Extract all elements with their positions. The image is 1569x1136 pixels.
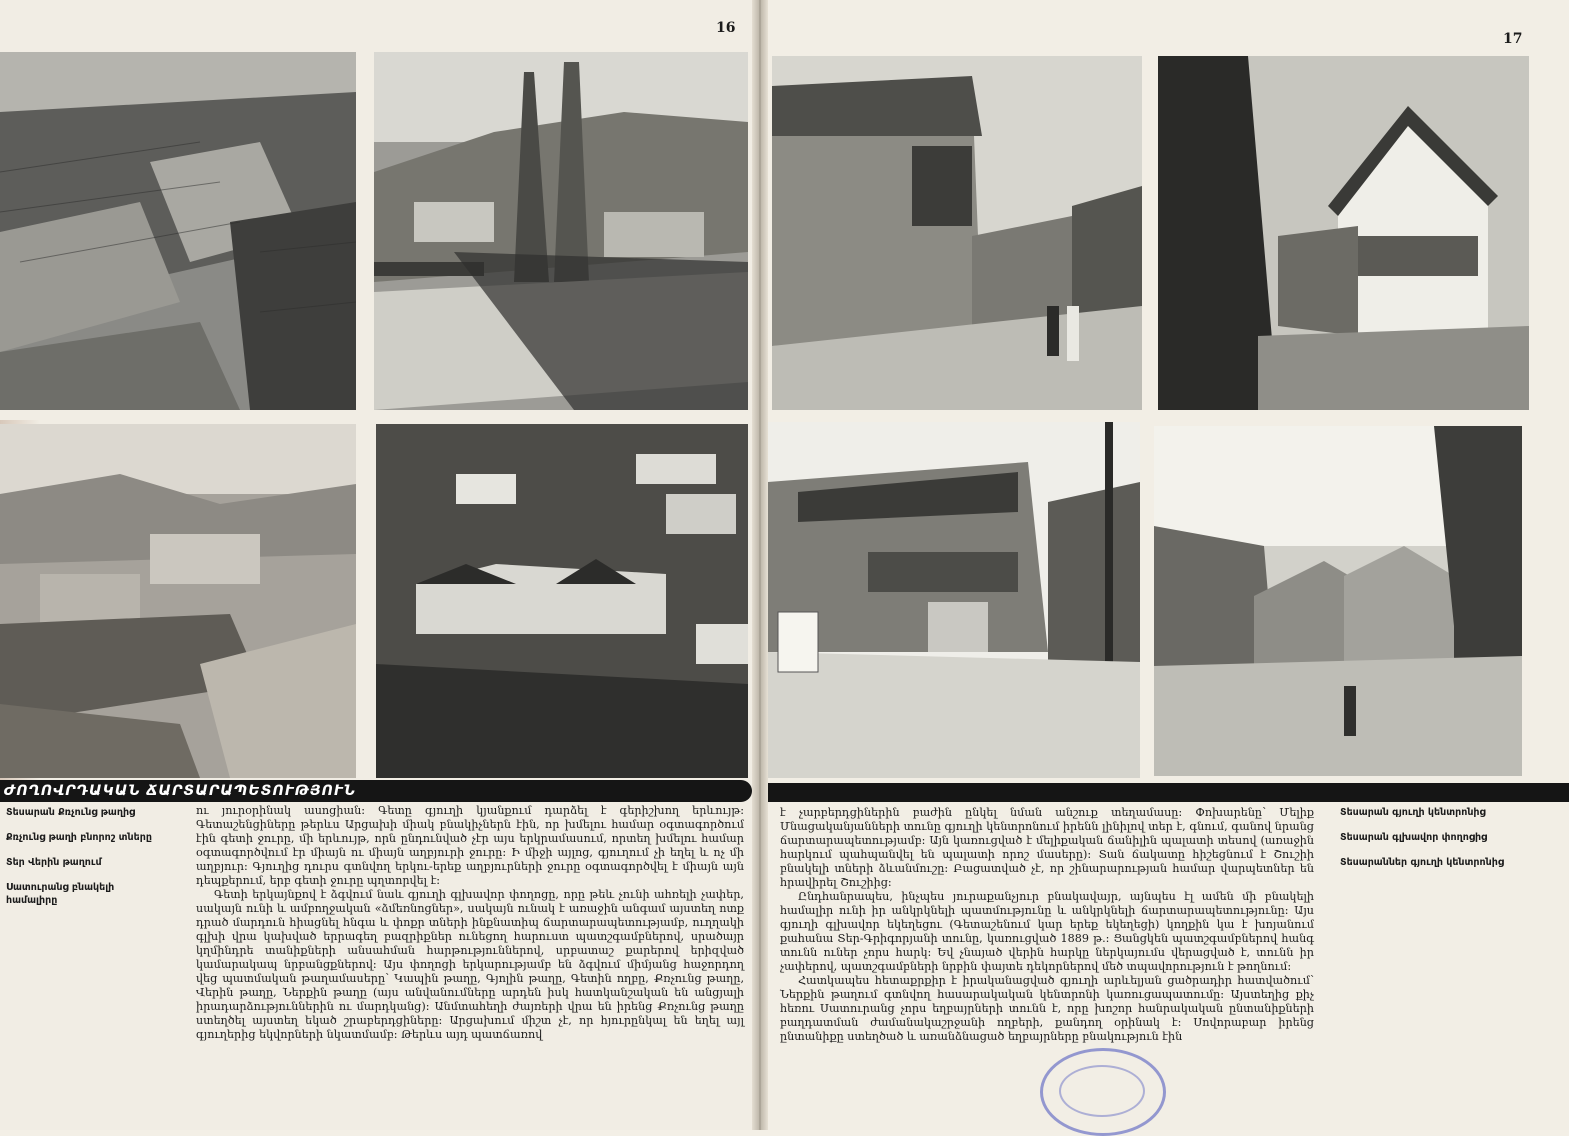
library-stamp-inner	[1059, 1065, 1145, 1117]
right-paragraph-2: Ընդհանրապես, ինչպես յուրաքանչյուր բնակավայր, այնպես էլ ամեն մի բնակելի համալիր ունի իր անկրկնելի պատմությունը և անկրկնելի ճարտարապետությունը։ Այս գյուղի գլխավոր եկեղեցու (Գետաշենում կար երեք եկեղեցի) կողքին կա է խոյանում քահանա Տեր-Գրիգորյանի տունը, կառուցված 1889 թ.։ Ցանցկեն պատշգամբներով հանգ տունն ուներ չորս հարկ։ Եվ չնայած վերին հարկը ներկայումս վերացված է, տունն իր չափերով, պատշգամբների նրբին փայտե դեկորներով մեծ տպավորություն է թողնում։	[780, 890, 1314, 973]
page-gutter	[752, 0, 768, 1130]
section-banner	[0, 780, 752, 802]
right-paragraph-1: է չարբերդցիներին բաժին ընկել նման անշուք տեղամասը։ Փոխարենը՝ Մելիք Մնացականյանների տունը գյուղի կենտրոնում իրենն լինիլով տեր է, գնում, գանով նրանց ճարտարապետությամբ։ Այն կառուցված է մելիքական ճանիլին պալատի տեսով (առաջին հարկում պահպանվել են պալատի որոշ մասերը)։ Տան ճակատը հիշեցնում է Շուշիի բնակելի տների ձևանմուշը։ Բացատված չէ, որ շինարարության համար վարպետներ են հրավիրել Շուշիից։	[780, 806, 1314, 889]
caption-7: Տեսարաններ գյուղի կենտրոնից	[1340, 857, 1504, 868]
photo-street-people	[1154, 426, 1522, 776]
caption-4: Սատուրանց բնակելի համալիրը	[6, 882, 115, 906]
photo-village-square	[768, 422, 1140, 778]
photo-hillside-village	[0, 424, 356, 778]
photo-river-village	[374, 52, 748, 410]
photo-wooden-balconies	[1158, 56, 1529, 410]
caption-2: Քռչունց թաղի բնորոշ տները	[6, 832, 152, 843]
caption-3: Տեր Վերին թաղում	[6, 857, 102, 868]
right-body-text	[780, 806, 1314, 1044]
photo-village-trees	[376, 424, 748, 778]
caption-1: Տեսարան Քռչունց թաղից	[6, 807, 136, 818]
photo-rooftops-view	[0, 52, 356, 410]
section-title: ԺՈՂՈՎՐԴԱԿԱՆ ՃԱՐՏԱՐԱՊԵՏՈՒԹՅՈՒՆ	[4, 783, 357, 799]
right-paragraph-3: Հատկապես հետաքրքիր է իրականացված գյուղի արևելյան ցածրադիր հատվածում՝ Ներքին թաղում գտնվող հասարակական կենտրոնի կառուցապատումը։ Այստեղից քիչ հեռու Սատուրանց չորս եղբայրների տունն է, որը խոշոր հանրակական ընտանիքների բաղդատման ժամանակաշրջանի ողբերի, քանդող օրինակ է։ Սովորաբար իրենց ընտանիքը ստեղծած և առանձնացած եղբայրները բնակություն էին	[780, 974, 1314, 1043]
caption-5: Տեսարան գյուղի կենտրոնից	[1340, 807, 1486, 818]
right-captions	[1340, 806, 1520, 881]
caption-6: Տեսարան գլխավոր փողոցից	[1340, 832, 1488, 843]
page-number-left: 16	[716, 20, 736, 36]
library-stamp	[1040, 1048, 1166, 1136]
section-banner-right	[768, 783, 1569, 802]
left-body-text	[196, 804, 744, 1042]
photo-stone-house-street	[772, 56, 1142, 410]
left-paragraph-1: ու յուրօրինակ ասոցիան։ Գետը գյուղի կյանքում դարձել է գերիշխող երևույթ։ Գետաշենցիները թերևս Արցախի միակ բնակիչներն էին, որ խմելու համար օգտագործում էին գետի ջուրը, մի երևույթ, որն ընդունված չէր այս երկրամասում, որտեղ խմելու համար օգտագործվում էր միայն ու միայն աղբյուրի ջուրը։ Ի միջի այլոց, գյուղում չի եղել և ոչ մի աղբյուր։ Գյուղից դուրս գտնվող երկու-երեք աղբյուրների ջուրը օգտագործվել է միայն այն դեպքերում, երբ գետի ջուրը պղտորվել է։	[196, 804, 744, 887]
left-paragraph-2: Գետի երկայնքով է ձգվում նաև գյուղի գլխավոր փողոցը, որը թեև չունի ահռելի չափեր, սակայն ունի և ամբողջական «ձմեռնոցներ», սակայն ունակ է առաջին անգամ այստեղ ոտք դրած մարդուն հիացնել հնգա և փոքր տների ինքնատիպ ճարտարապետությամբ, ուղղակի գլխի վրա կախված երրագեղ բազրիքներ ունեցող հարուստ պատշգամբներով, սրածայր կղմինդրե տանիքների անսահման հարթություններով, սրբատաշ քարերով երիզված կամարակապ նրբանցքներով։ Այս փողոցի երկարությամբ են ձգվում միմյանց հաջորդող վեց պատմական թաղամասերը՝ Կապին թաղը, Գյոլին թաղը, Գետին ողբը, Քռչունց թաղը, Վերին թաղը, Ներքին թաղը (այս անվանումները արդեն իսկ հատկանշական են անցյալի իրադարձություններին ու մարդկանց)։ Անմտահեղի ժայռերի վրա են իրենց Քռչունց թաղը ստեղծել այստեղ եկած շրաբերդցիները։ Արցախում միշտ չէ, որ հյուրընկալ են եղել այլ գյուղերից եկվորների նկատմամբ։ Թերևս այդ պատճառով	[196, 888, 744, 1041]
page-number-right: 17	[1503, 31, 1523, 47]
left-captions	[6, 806, 156, 919]
